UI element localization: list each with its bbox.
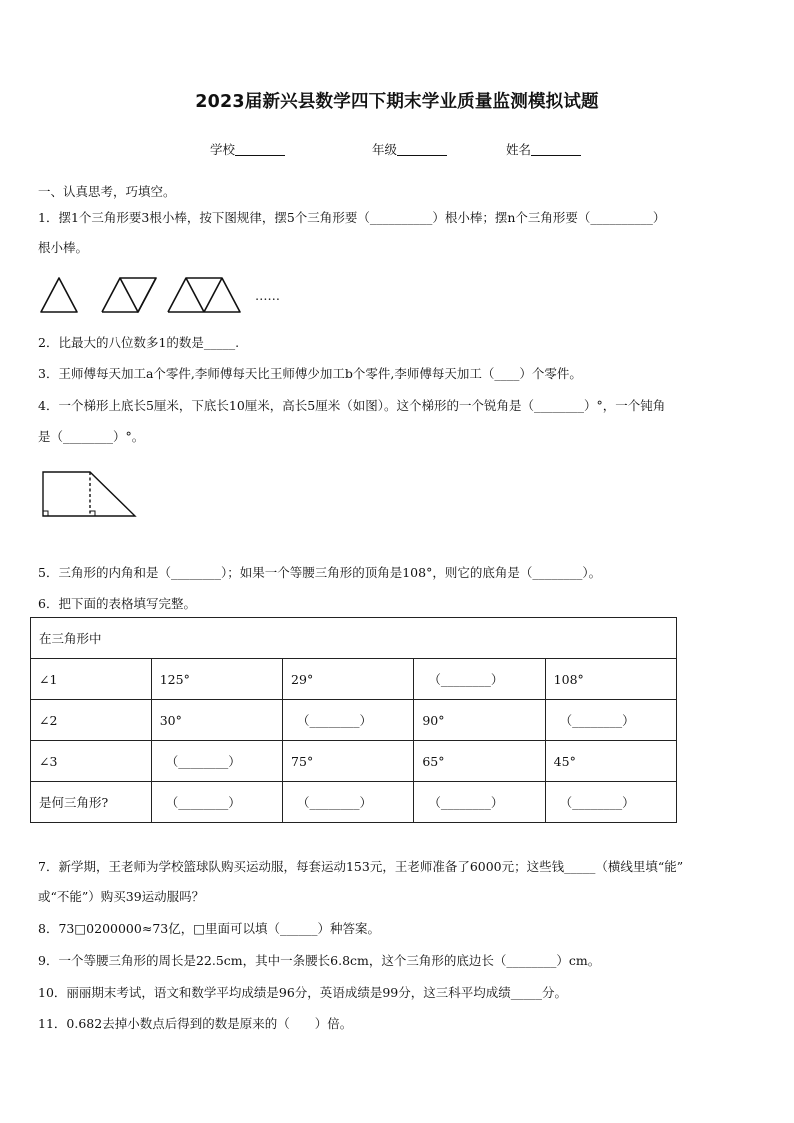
answer-blank-cell[interactable]: （________）: [283, 782, 414, 823]
table-row: [31, 700, 677, 741]
table-cell: 65°: [414, 741, 545, 782]
one-triangle-shape: [41, 278, 77, 312]
question-7-line-1: 7．新学期，王老师为学校篮球队购买运动服，每套运动153元，王老师准备了6000元；这些钱_____（横线里填“能”: [38, 859, 684, 874]
answer-blank-cell[interactable]: （________）: [151, 741, 282, 782]
answer-blank-cell[interactable]: （________）: [545, 782, 676, 823]
question-11: 11．0.682去掉小数点后得到的数是原来的（ ）倍。: [38, 1016, 353, 1031]
pattern-ellipsis: ……: [255, 288, 280, 303]
question-4-line-1: 4．一个梯形上底长5厘米，下底长10厘米，高长5厘米（如图）。这个梯形的一个锐角是（________）°，一个钝角: [38, 398, 666, 413]
section-heading: 一、认真思考，巧填空。: [38, 184, 176, 199]
trapezoid-shape: [43, 472, 135, 516]
table-cell: 29°: [283, 659, 414, 700]
school-blank[interactable]: [235, 143, 285, 156]
table-cell: 45°: [545, 741, 676, 782]
right-angle-mark: [90, 511, 95, 516]
table-cell: 是何三角形?: [31, 782, 152, 823]
name-label: 姓名: [506, 142, 532, 157]
table-row: [31, 782, 677, 823]
trapezoid-figure: [38, 466, 142, 522]
grade-label: 年级: [372, 142, 398, 157]
question-1-line-2: 根小棒。: [38, 240, 89, 255]
question-9: 9．一个等腰三角形的周长是22.5cm，其中一条腰长6.8cm，这个三角形的底边长（________）cm。: [38, 953, 601, 968]
name-field: [506, 140, 581, 158]
table-cell: ∠2: [31, 700, 152, 741]
question-6: 6．把下面的表格填写完整。: [38, 596, 196, 611]
table-cell: 125°: [151, 659, 282, 700]
table-caption-row: [31, 618, 677, 659]
school-label: 学校: [210, 142, 236, 157]
table-row: [31, 659, 677, 700]
question-1-line-1: 1．摆1个三角形要3根小棒，按下图规律，摆5个三角形要（__________）根小棒；摆n个三角形要（__________）: [38, 210, 666, 225]
name-blank[interactable]: [531, 143, 581, 156]
school-field: [210, 140, 285, 158]
grade-field: [372, 140, 447, 158]
page-title: 2023届新兴县数学四下期末学业质量监测模拟试题: [195, 92, 599, 112]
triangle-pattern-figure: [36, 272, 286, 318]
table-row: [31, 741, 677, 782]
answer-blank-cell[interactable]: （________）: [414, 659, 545, 700]
question-8: 8．73□0200000≈73亿，□里面可以填（______）种答案。: [38, 921, 381, 936]
right-angle-mark: [43, 511, 48, 516]
question-3: 3．王师傅每天加工a个零件,李师傅每天比王师傅少加工b个零件,李师傅每天加工（____）个零件。: [38, 366, 582, 381]
table-cell: 75°: [283, 741, 414, 782]
question-10: 10．丽丽期末考试，语文和数学平均成绩是96分，英语成绩是99分，这三科平均成绩_____分。: [38, 985, 567, 1000]
table-cell: ∠1: [31, 659, 152, 700]
question-4-line-2: 是（________）°。: [38, 429, 145, 444]
question-2: 2．比最大的八位数多1的数是_____.: [38, 335, 240, 350]
question-5: 5．三角形的内角和是（________）；如果一个等腰三角形的顶角是108°，则它的底角是（________）。: [38, 565, 602, 580]
grade-blank[interactable]: [397, 143, 447, 156]
triangle-angle-table: [30, 617, 677, 823]
three-triangles-shape: [168, 278, 240, 312]
table-caption: 在三角形中: [31, 618, 677, 659]
table-cell: 108°: [545, 659, 676, 700]
answer-blank-cell[interactable]: （________）: [283, 700, 414, 741]
question-7-line-2: 或“不能”）购买39运动服吗？: [38, 889, 205, 904]
answer-blank-cell[interactable]: （________）: [545, 700, 676, 741]
answer-blank-cell[interactable]: （________）: [414, 782, 545, 823]
table-cell: 90°: [414, 700, 545, 741]
table-cell: 30°: [151, 700, 282, 741]
answer-blank-cell[interactable]: （________）: [151, 782, 282, 823]
table-cell: ∠3: [31, 741, 152, 782]
